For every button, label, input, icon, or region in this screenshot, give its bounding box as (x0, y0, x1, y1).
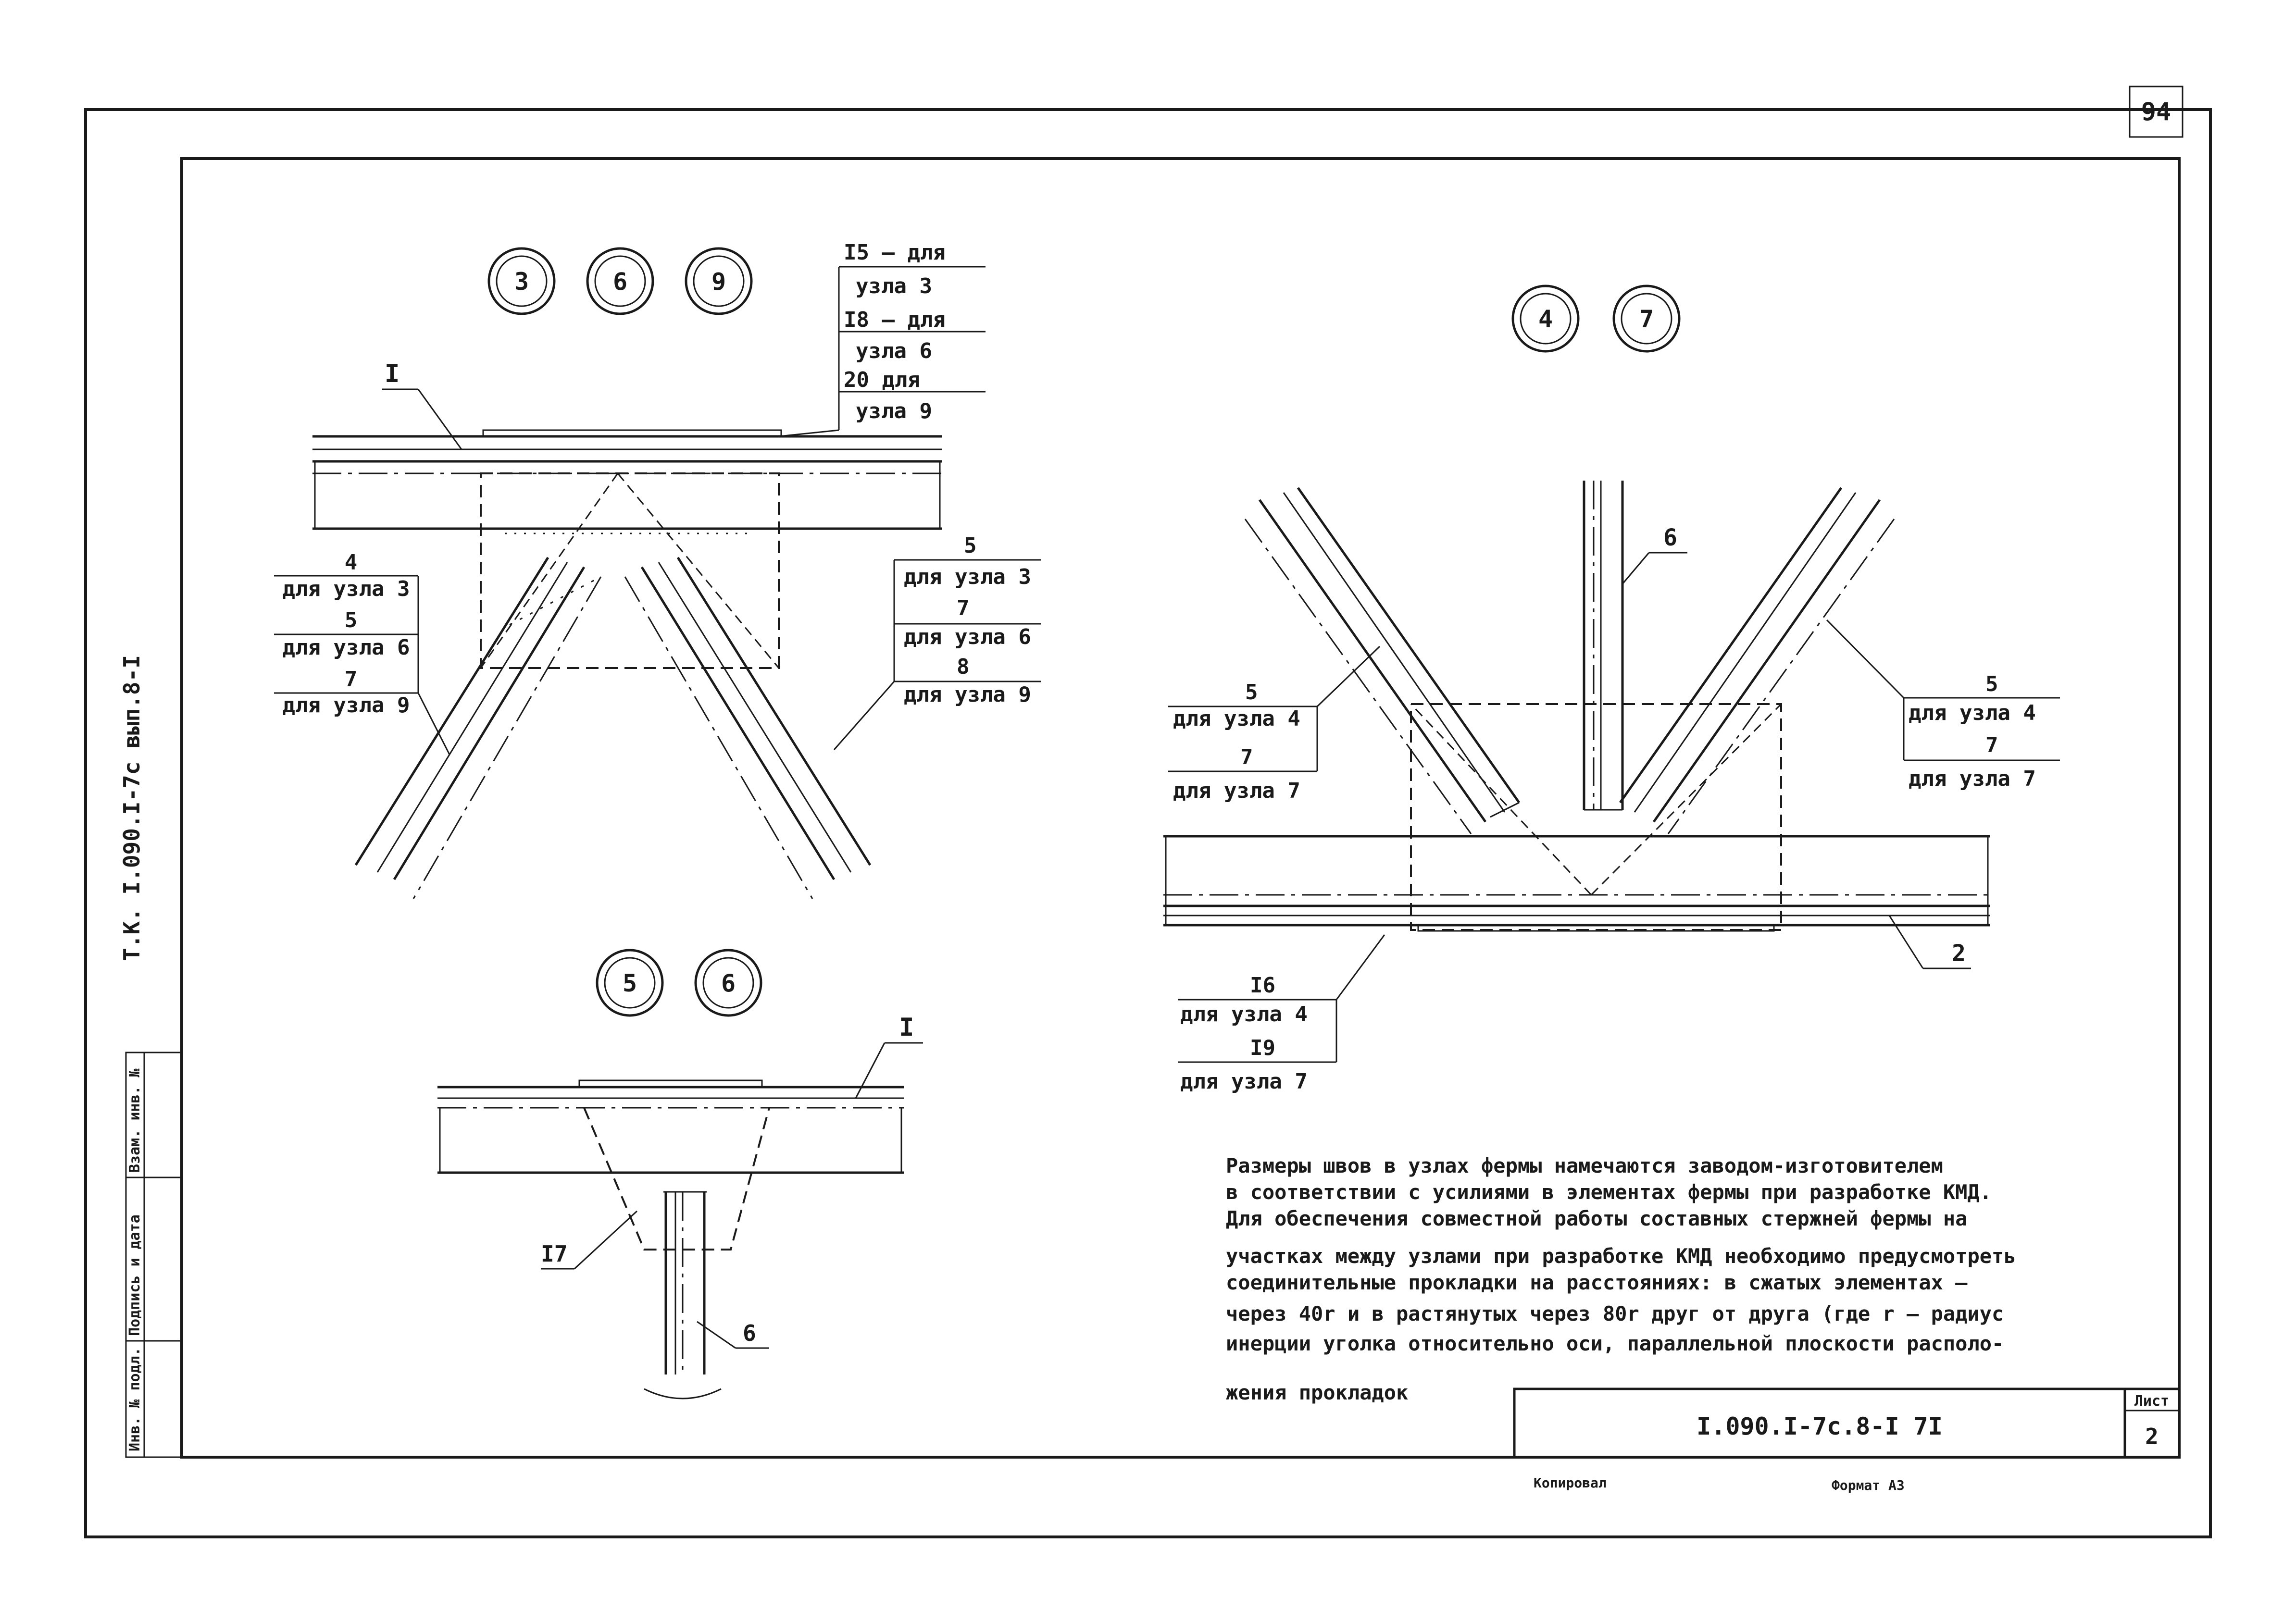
footer-copied: Копировал (1534, 1475, 1607, 1491)
svg-text:I5 – для: I5 – для (844, 240, 946, 265)
node-marker-5 (597, 950, 662, 1015)
svg-text:для узла 3: для узла 3 (904, 565, 1031, 589)
svg-text:5: 5 (964, 533, 977, 558)
node-marker-3 (489, 248, 554, 314)
weld-table-right-node-bottom (1178, 935, 1385, 1094)
svg-text:I6: I6 (1250, 973, 1275, 998)
svg-text:5: 5 (344, 608, 358, 632)
node-5-6-drawing (437, 950, 923, 1399)
note-line-1: Размеры швов в узлах фермы намечаются заводом-изготовителем (1226, 1154, 1943, 1177)
svg-text:9: 9 (711, 268, 726, 296)
svg-text:для узла 7: для узла 7 (1909, 767, 2036, 791)
svg-text:4: 4 (344, 550, 358, 575)
svg-text:для узла 9: для узла 9 (282, 693, 410, 718)
side-label: Т.К. I.090.I-7с вып.8-I (119, 655, 145, 961)
node-3-6-9-drawing (274, 240, 1041, 899)
svg-text:для узла 7: для узла 7 (1180, 1069, 1308, 1094)
svg-text:7: 7 (344, 667, 358, 692)
weld-table-right-brace (834, 533, 1041, 750)
svg-text:7: 7 (957, 596, 970, 620)
weld-table-left-brace (274, 550, 449, 755)
note-line-6: через 40r и в растянутых через 80r друг от друга (где r – радиус (1226, 1302, 2004, 1325)
node-marker-4 (1513, 286, 1578, 351)
svg-text:узла 9: узла 9 (856, 399, 932, 423)
stamp-replaced-inv: Взам. инв. № (126, 1068, 143, 1173)
svg-text:5: 5 (622, 969, 637, 997)
svg-text:для узла 4: для узла 4 (1173, 706, 1300, 731)
svg-text:5: 5 (1245, 680, 1258, 705)
side-stamp (126, 1052, 182, 1457)
note-line-4: участках между узлами при разработке КМД необходимо предусмотреть (1226, 1244, 2016, 1268)
sheet-label: Лист (2134, 1393, 2170, 1410)
svg-text:8: 8 (957, 655, 970, 679)
node-4-7-drawing (1163, 286, 2060, 1094)
drawing-code: I.090.I-7с.8-I 7I (1697, 1412, 1943, 1440)
note-line-2: в соответствии с усилиями в элементах фермы при разработке КМД. (1226, 1180, 1992, 1204)
svg-text:5: 5 (1985, 672, 1998, 696)
svg-text:для узла 4: для узла 4 (1180, 1002, 1308, 1027)
label-post-right: 6 (1663, 524, 1677, 551)
note-line-8: жения прокладок (1226, 1381, 1409, 1404)
svg-text:для узла 4: для узла 4 (1909, 701, 2036, 725)
stamp-inv-no: Инв. № подл. (126, 1347, 143, 1451)
svg-text:6: 6 (612, 268, 628, 296)
label-weld-17: I7 (541, 1241, 568, 1267)
weld-table-top-left-node (779, 240, 986, 436)
svg-text:7: 7 (1639, 305, 1654, 333)
svg-text:узла 3: узла 3 (856, 274, 932, 298)
svg-text:узла 6: узла 6 (856, 339, 932, 363)
node-marker-6b (696, 950, 761, 1015)
svg-text:I9: I9 (1250, 1036, 1275, 1060)
node-marker-6 (587, 248, 653, 314)
svg-text:для узла 6: для узла 6 (282, 635, 410, 660)
footer-format: Формат А3 (1832, 1477, 1905, 1493)
title-block (1514, 1389, 2179, 1457)
sheet-number: 2 (2145, 1424, 2159, 1449)
note-line-5: соединительные прокладки на расстояниях: в сжатых элементах – (1226, 1271, 1968, 1294)
stamp-signature-date: Подпись и дата (126, 1214, 143, 1336)
label-top-chord: I (385, 359, 400, 388)
svg-text:для узла 6: для узла 6 (904, 625, 1031, 649)
weld-table-right-node-left (1168, 646, 1380, 803)
note-line-7: инерции уголка относительно оси, параллельной плоскости располо- (1226, 1332, 2004, 1355)
svg-text:для узла 3: для узла 3 (282, 577, 410, 601)
svg-text:для узла 9: для узла 9 (904, 682, 1031, 707)
svg-text:7: 7 (1985, 733, 1998, 757)
svg-text:4: 4 (1538, 305, 1553, 333)
label-bottom-chord: I (899, 1013, 914, 1042)
svg-text:для узла 7: для узла 7 (1173, 779, 1300, 803)
note-line-3: Для обеспечения совместной работы составных стержней фермы на (1226, 1207, 1968, 1230)
weld-table-right-node-right (1827, 620, 2060, 791)
svg-text:7: 7 (1240, 745, 1253, 769)
node-marker-9 (686, 248, 751, 314)
svg-text:3: 3 (514, 268, 529, 296)
svg-text:I8 – для: I8 – для (844, 308, 946, 332)
svg-text:20 для: 20 для (844, 368, 920, 392)
svg-text:6: 6 (721, 969, 736, 997)
label-bottom-chord-right: 2 (1952, 940, 1966, 967)
page-number: 94 (2141, 98, 2171, 126)
node-marker-7 (1614, 286, 1679, 351)
label-post-bottom: 6 (743, 1320, 756, 1346)
notes-block (1226, 1154, 2016, 1404)
